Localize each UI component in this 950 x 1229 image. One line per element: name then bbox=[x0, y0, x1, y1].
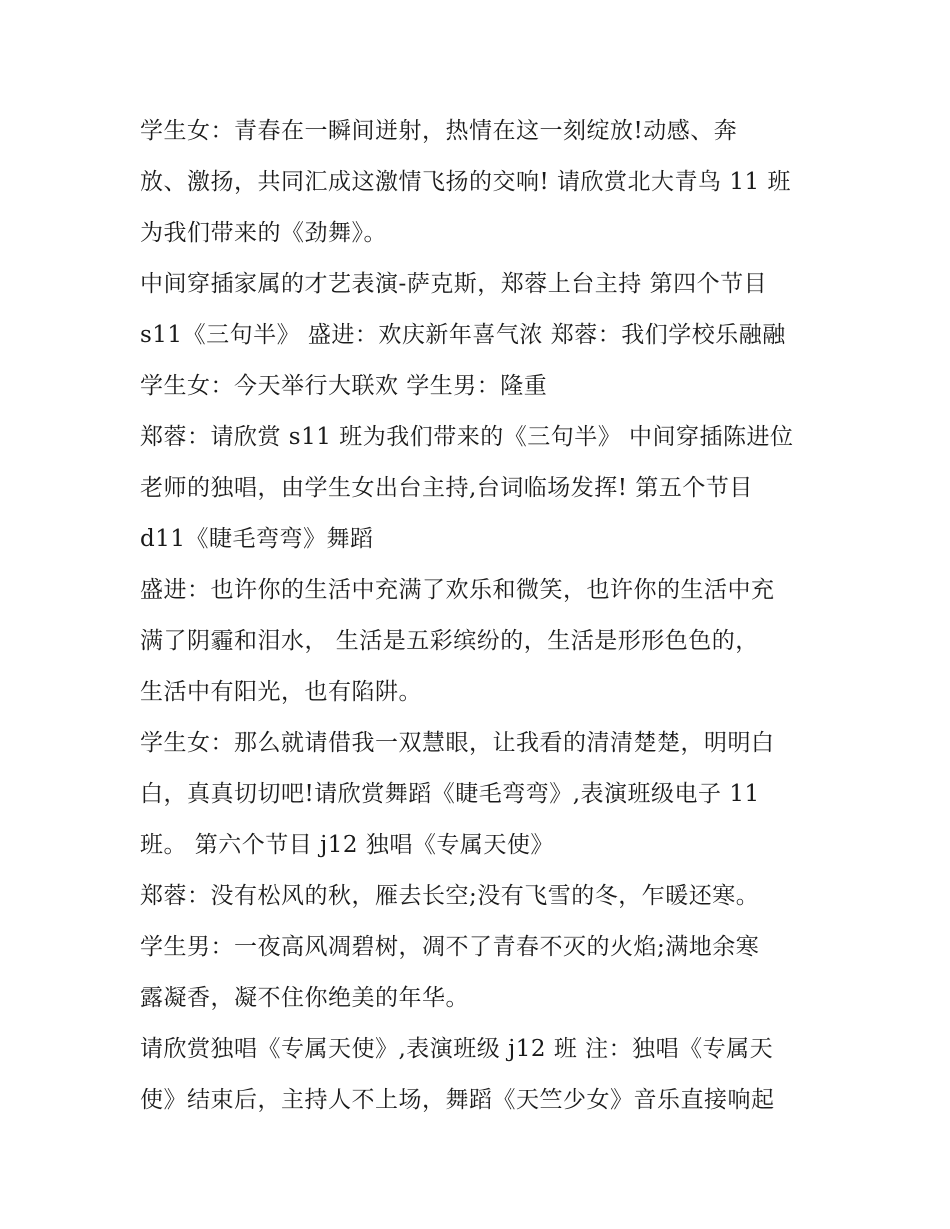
text-line: 学生男：一夜高风凋碧树，凋不了青春不灭的火焰;满地余寒 bbox=[140, 934, 760, 960]
text-line: 请欣赏独唱《专属天使》,表演班级 j12 班 注：独唱《专属天 bbox=[140, 1036, 774, 1062]
document-body bbox=[140, 106, 830, 1126]
text-line: 放、激扬，共同汇成这激情飞扬的交响! 请欣赏北大青鸟 11 班 bbox=[140, 169, 791, 195]
text-line: 班。 第六个节目 j12 独唱《专属天使》 bbox=[140, 832, 554, 858]
text-line: 使》结束后，主持人不上场，舞蹈《天竺少女》音乐直接响起 bbox=[140, 1087, 775, 1113]
text-line: 盛进：也许你的生活中充满了欢乐和微笑，也许你的生活中充 bbox=[140, 577, 775, 603]
text-line: 露凝香，凝不住你绝美的年华。 bbox=[140, 985, 469, 1011]
text-line: d11《睫毛弯弯》舞蹈 bbox=[140, 526, 374, 552]
text-line: 学生女：青春在一瞬间迸射，热情在这一刻绽放!动感、奔 bbox=[140, 118, 738, 144]
text-line: 学生女：那么就请借我一双慧眼，让我看的清清楚楚，明明白 bbox=[140, 730, 775, 756]
text-line: 老师的独唱，由学生女出台主持,台词临场发挥! 第五个节目 bbox=[140, 475, 753, 501]
text-line: s11《三句半》 盛进：欢庆新年喜气浓 郑蓉：我们学校乐融融 bbox=[140, 322, 786, 348]
text-line: 中间穿插家属的才艺表演-萨克斯，郑蓉上台主持 第四个节目 bbox=[140, 271, 768, 297]
text-line: 为我们带来的《劲舞》。 bbox=[140, 220, 387, 246]
text-line: 生活中有阳光，也有陷阱。 bbox=[140, 679, 422, 705]
text-line: 郑蓉：请欣赏 s11 班为我们带来的《三句半》 中间穿插陈进位 bbox=[140, 424, 794, 450]
text-line: 满了阴霾和泪水， 生活是五彩缤纷的，生活是形形色色的， bbox=[140, 628, 759, 654]
text-line: 白，真真切切吧!请欣赏舞蹈《睫毛弯弯》,表演班级电子 11 bbox=[140, 781, 760, 807]
text-line: 学生女：今天举行大联欢 学生男：隆重 bbox=[140, 373, 548, 399]
text-line: 郑蓉：没有松风的秋，雁去长空;没有飞雪的冬，乍暖还寒。 bbox=[140, 883, 760, 909]
